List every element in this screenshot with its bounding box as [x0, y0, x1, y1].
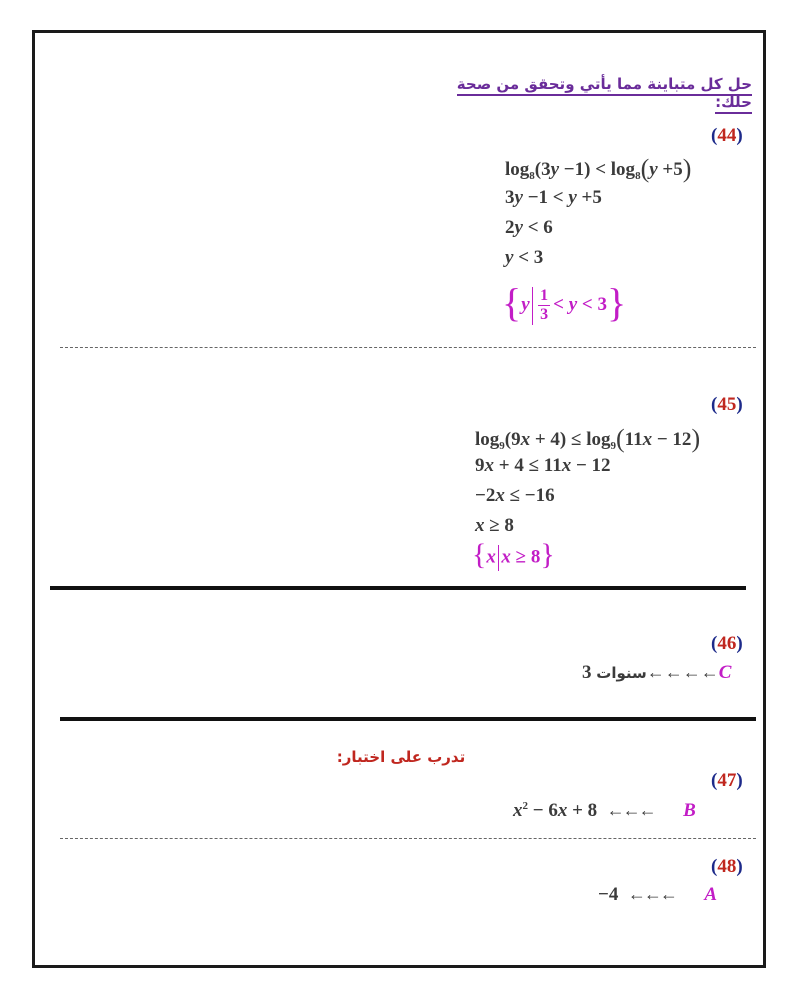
- problem-number-45: (45): [711, 394, 743, 415]
- problem-45-line-4: x ≥ 8: [475, 515, 514, 536]
- problem-45-line-2: 9x + 4 ≤ 11x − 12: [475, 455, 611, 476]
- problem-48-answer: −4 ←←← A: [598, 884, 718, 905]
- problem-45-solution-set: {x x ≥ 8}: [472, 538, 555, 571]
- problem-45-line-1: $\log_9(9x + 4) \le \log_9(11x - 12)$: [475, 424, 701, 453]
- problem-44-solution-set: {y $\frac{1}{3}$ < y < 3}: [502, 280, 627, 325]
- problem-44-line-1: $\log_8(3y -1) < \log_8(y +5)$: [505, 154, 692, 183]
- problem-46-answer: سنوات 3 ←←←←C: [582, 662, 732, 683]
- problem-44-line-4: y < 3: [505, 247, 544, 268]
- problem-44-line-2: 3y −1 < y +5: [505, 187, 602, 208]
- problem-number-44: (44): [711, 125, 743, 146]
- divider-solid-2: [60, 717, 756, 721]
- problem-number-47: (47): [711, 770, 743, 791]
- instructions-heading: حل كل متباينة مما يأتي وتحقق من صحة حلك:: [416, 75, 752, 111]
- problem-44-line-3: 2y < 6: [505, 217, 553, 238]
- training-heading: تدرب على اختبار:: [336, 748, 466, 766]
- problem-45-line-3: −2x ≤ −16: [475, 485, 555, 506]
- problem-47-answer: $x^2 - 6x + 8$ ←←← B: [513, 800, 696, 821]
- divider-solid-1: [50, 586, 746, 590]
- divider-dashed-2: [60, 838, 756, 839]
- problem-number-46: (46): [711, 633, 743, 654]
- divider-dashed-1: [60, 347, 756, 348]
- problem-number-48: (48): [711, 856, 743, 877]
